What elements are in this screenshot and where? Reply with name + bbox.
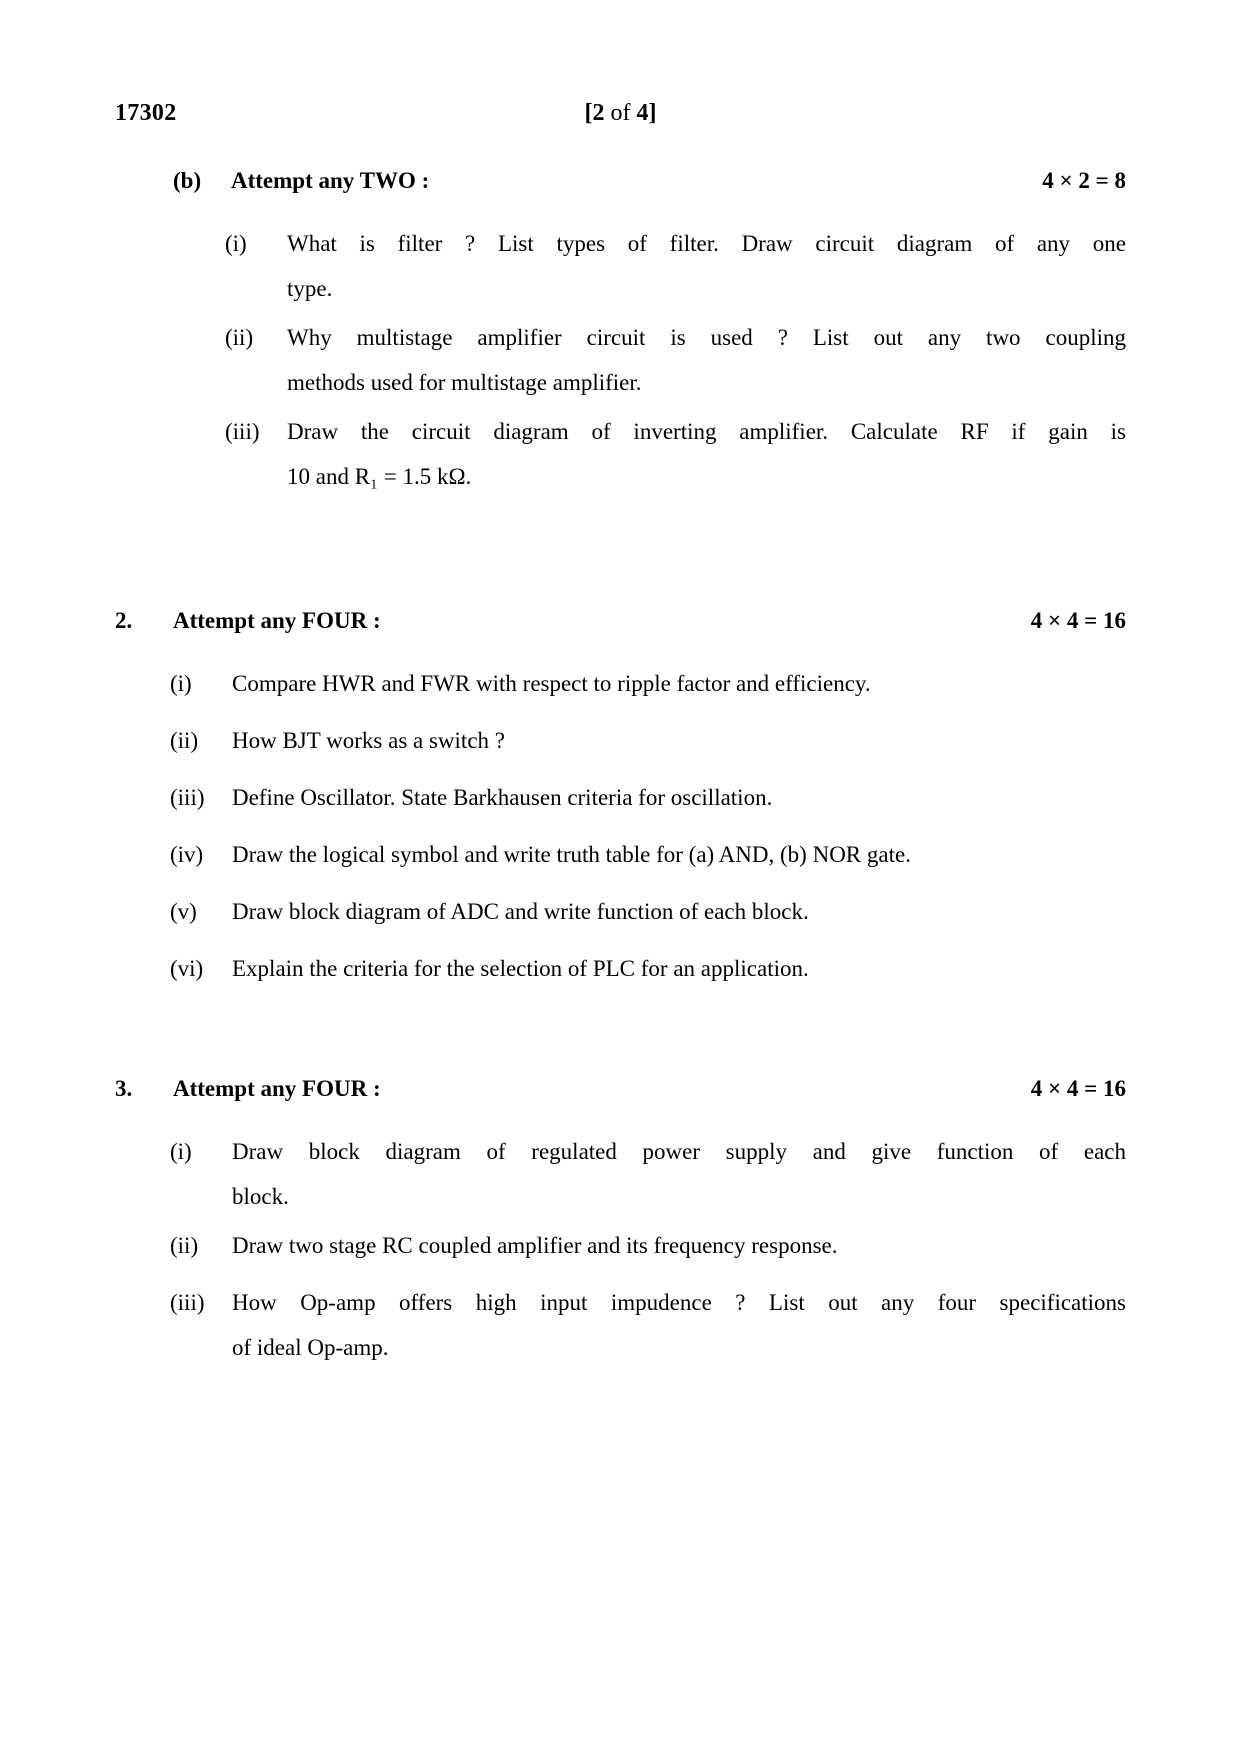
question-line: Why multistage amplifier circuit is used ? List out any two coupling: [287, 325, 1126, 350]
question-text: [287, 232, 1126, 300]
question-text: [232, 957, 1126, 980]
question-line: type.: [287, 276, 333, 301]
question-number: (ii): [170, 728, 199, 753]
question-number: (i): [225, 231, 247, 256]
section-marks-b: 4 × 2 = 8: [1042, 168, 1126, 193]
page-number-marker: [0, 100, 1241, 127]
question-text: [232, 843, 1126, 866]
question-number: (v): [170, 899, 197, 924]
question-item: [115, 729, 1126, 752]
question-line: What is filter ? List types of filter. Draw circuit diagram of any one: [287, 231, 1126, 256]
question-line: of ideal Op-amp.: [232, 1335, 389, 1360]
section-title-3: Attempt any FOUR :: [173, 1076, 381, 1101]
section-marks-3: 4 × 4 = 16: [1030, 1076, 1126, 1101]
question-line: 10 and R₁ = 1.5 kΩ.: [287, 464, 472, 489]
question-number: (iii): [225, 419, 260, 444]
question-line: How Op-amp offers high input impudence ? List out any four specifications: [232, 1290, 1126, 1315]
question-number: (vi): [170, 956, 204, 981]
section-label-b: (b): [173, 168, 202, 193]
question-text: [232, 1234, 1126, 1257]
question-text: [232, 900, 1126, 923]
page-header: [0, 0, 1241, 148]
question-item: [115, 420, 1126, 488]
page-marker-mid: of: [604, 100, 637, 126]
question-line: How BJT works as a switch ?: [232, 728, 505, 753]
question-item: [115, 900, 1126, 923]
question-line: Draw the circuit diagram of inverting amplifier. Calculate RF if gain is: [287, 419, 1126, 444]
question-text: [232, 1140, 1126, 1208]
question-number: (i): [170, 671, 192, 696]
section-title-2: Attempt any FOUR :: [173, 608, 381, 633]
question-line: Draw block diagram of regulated power supply and give function of each: [232, 1139, 1126, 1164]
question-item: [115, 1291, 1126, 1359]
question-line: block.: [232, 1184, 289, 1209]
question-item: [115, 957, 1126, 980]
question-item: [115, 1140, 1126, 1208]
question-text: [232, 729, 1126, 752]
question-number: (ii): [225, 325, 254, 350]
section-heading-3: [115, 1076, 1126, 1106]
question-number: (iii): [170, 1290, 205, 1315]
section-label-2: 2.: [115, 608, 133, 633]
question-line: Compare HWR and FWR with respect to ripple factor and efficiency.: [232, 671, 871, 696]
question-number: (i): [170, 1139, 192, 1164]
question-line: Define Oscillator. State Barkhausen criteria for oscillation.: [232, 785, 773, 810]
question-number: (ii): [170, 1233, 199, 1258]
page-marker-open: [2: [584, 100, 605, 126]
question-text: [232, 786, 1126, 809]
section-heading-b: [115, 168, 1126, 198]
page-marker-close: 4]: [636, 100, 657, 126]
question-item: [115, 1234, 1126, 1257]
question-line: Draw two stage RC coupled amplifier and its frequency response.: [232, 1233, 838, 1258]
section-heading-2: [115, 608, 1126, 638]
section-marks-2: 4 × 4 = 16: [1030, 608, 1126, 633]
section-label-3: 3.: [115, 1076, 133, 1101]
question-content: [0, 148, 1241, 1359]
question-line: Draw the logical symbol and write truth table for (a) AND, (b) NOR gate.: [232, 842, 911, 867]
question-line: Explain the criteria for the selection of PLC for an application.: [232, 956, 809, 981]
question-text: [287, 420, 1126, 488]
question-number: (iii): [170, 785, 205, 810]
question-text: [287, 326, 1126, 394]
question-line: methods used for multistage amplifier.: [287, 370, 642, 395]
section-title-b: Attempt any TWO :: [231, 168, 430, 193]
question-text: [232, 1291, 1126, 1359]
question-item: [115, 326, 1126, 394]
subject-code: 17302: [115, 100, 177, 126]
question-item: [115, 672, 1126, 695]
question-line: Draw block diagram of ADC and write function of each block.: [232, 899, 809, 924]
question-text: [232, 672, 1126, 695]
question-item: [115, 843, 1126, 866]
question-number: (iv): [170, 842, 204, 867]
question-item: [115, 786, 1126, 809]
question-item: [115, 232, 1126, 300]
